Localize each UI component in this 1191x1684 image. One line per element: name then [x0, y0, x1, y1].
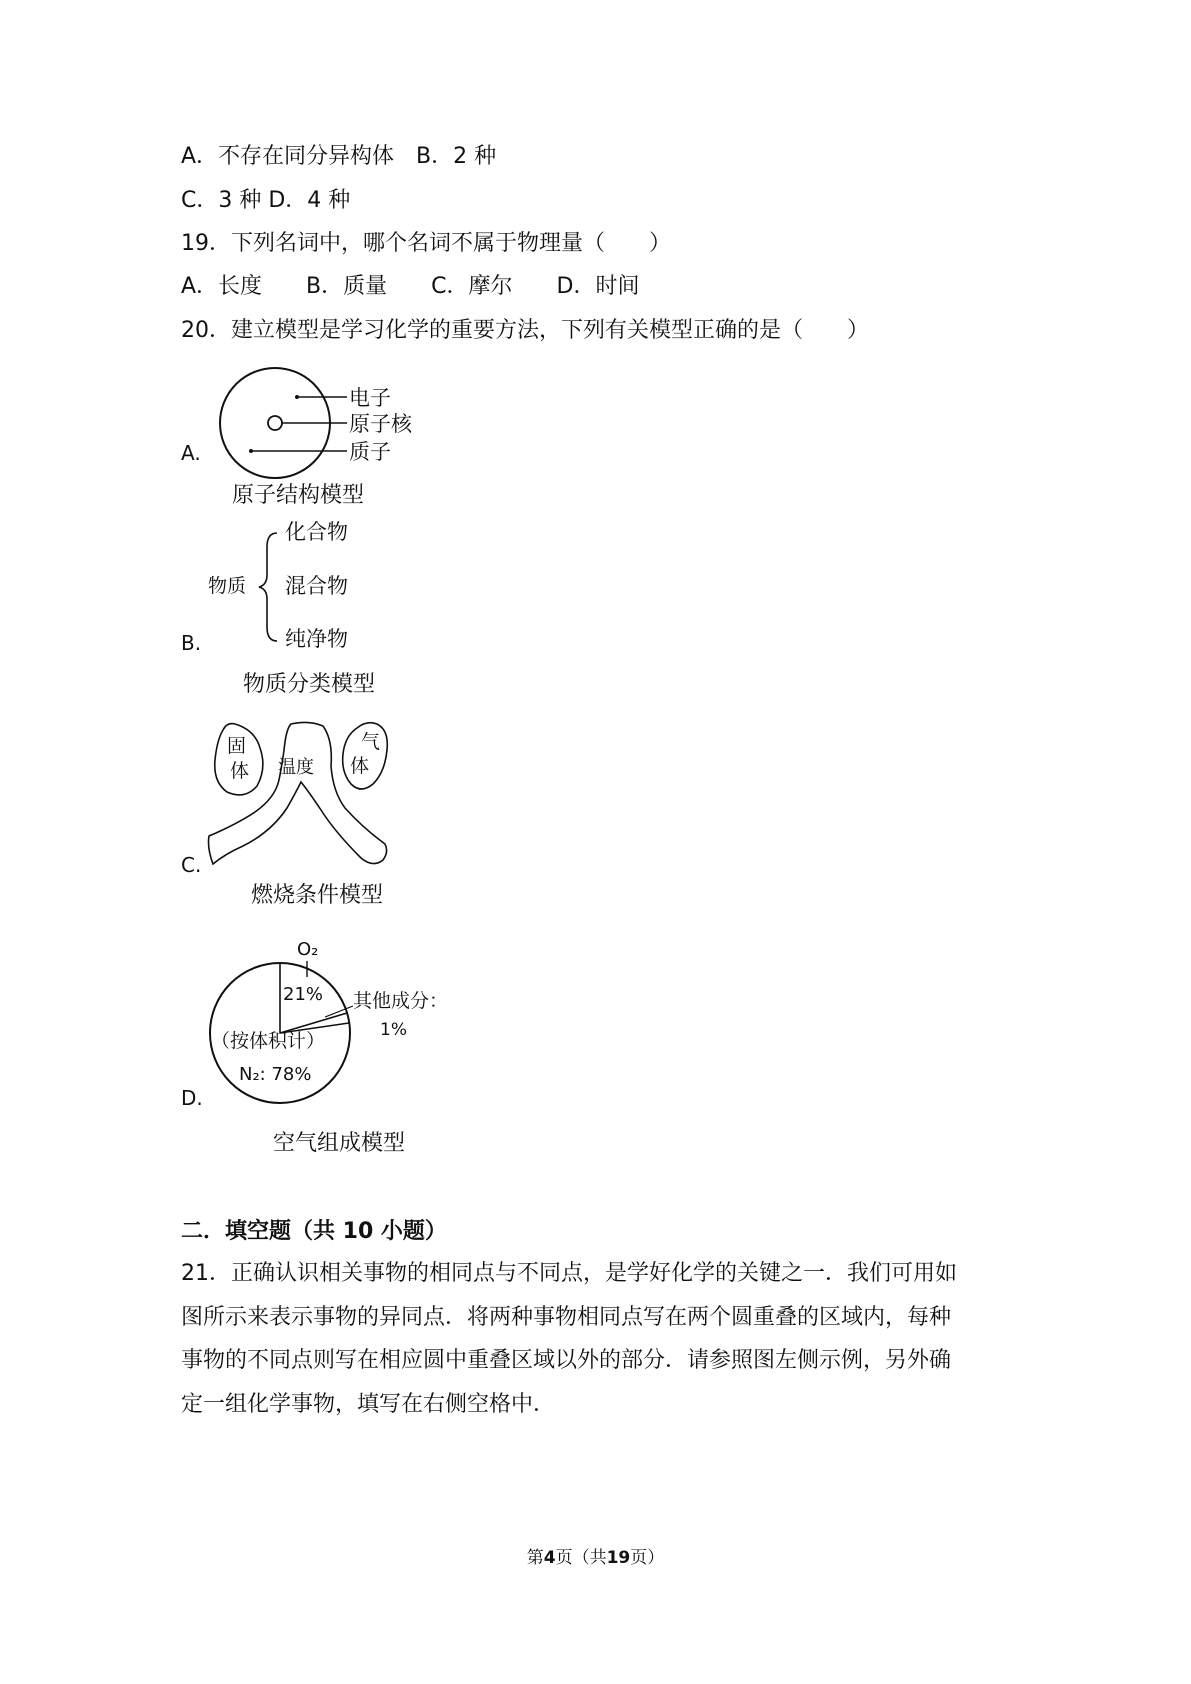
left-blob-char-2: 体 — [230, 760, 250, 782]
center-label: 温度 — [278, 757, 314, 778]
label-proton: 质子 — [349, 440, 391, 464]
q19-options: A．长度 B．质量 C．摩尔 D．时间 — [181, 274, 640, 299]
combustion-diagram — [205, 720, 415, 890]
label-nucleus: 原子核 — [349, 412, 412, 436]
nucleus-circle — [268, 416, 282, 430]
q21-line3: 事物的不同点则写在相应圆中重叠区域以外的部分．请参照图左侧示例，另外确 — [181, 1348, 952, 1373]
o2-label: O₂ — [297, 939, 319, 960]
footer-page-number: 4 — [543, 1548, 556, 1568]
right-blob-char-1: 气 — [361, 731, 381, 753]
q21-line1: 21．正确认识相关事物的相同点与不同点，是学好化学的关键之一．我们可用如 — [181, 1261, 957, 1286]
classification-root: 物质 — [208, 575, 247, 597]
q19-stem: 19．下列名词中，哪个名词不属于物理量（ ） — [181, 231, 671, 256]
q20-option-b-label: B. — [181, 631, 202, 655]
q21-line2: 图所示来表示事物的异同点．将两种事物相同点写在两个圆重叠的区域内，每种 — [181, 1305, 952, 1330]
classification-item-2: 混合物 — [285, 574, 348, 598]
q20-option-d-caption: 空气组成模型 — [273, 1131, 406, 1156]
q20-option-a-label: A. — [181, 441, 201, 465]
other-components-label: 其他成分： — [353, 990, 449, 1012]
section2-title: 二．填空题（共 10 小题） — [181, 1219, 447, 1244]
classification-item-3: 纯净物 — [285, 627, 348, 651]
footer-prefix: 第 — [526, 1548, 544, 1568]
footer-suffix: 页） — [630, 1548, 665, 1568]
classification-diagram — [205, 520, 385, 655]
n2-percentage: N₂: 78% — [239, 1064, 312, 1085]
q20-option-a-caption: 原子结构模型 — [232, 483, 365, 508]
classification-item-1: 化合物 — [285, 520, 348, 544]
q20-option-b-caption: 物质分类模型 — [243, 672, 376, 697]
q18-options-line2: C．3 种 D．4 种 — [181, 188, 351, 213]
footer-total-pages: 19 — [606, 1548, 631, 1568]
footer-mid: 页（共 — [555, 1548, 607, 1568]
q20-stem: 20．建立模型是学习化学的重要方法，下列有关模型正确的是（ ） — [181, 318, 869, 343]
page-footer — [0, 1543, 1191, 1568]
volume-basis: （按体积计） — [211, 1030, 326, 1052]
other-percentage: 1% — [380, 1020, 407, 1040]
right-blob-char-2: 体 — [350, 755, 370, 777]
q21-line4: 定一组化学事物，填写在右侧空格中． — [181, 1392, 556, 1417]
q18-options-line1: A．不存在同分异构体 B．2 种 — [181, 144, 497, 169]
q20-option-c-label: C. — [181, 853, 202, 877]
q20-option-d-label: D. — [181, 1086, 203, 1110]
label-electron: 电子 — [349, 386, 391, 410]
left-blob-char-1: 固 — [227, 735, 247, 757]
air-composition-diagram — [205, 935, 485, 1105]
o2-percentage: 21% — [283, 984, 324, 1005]
atom-structure-diagram — [215, 365, 455, 485]
q20-option-c-caption: 燃烧条件模型 — [251, 883, 384, 908]
brace — [259, 533, 277, 641]
